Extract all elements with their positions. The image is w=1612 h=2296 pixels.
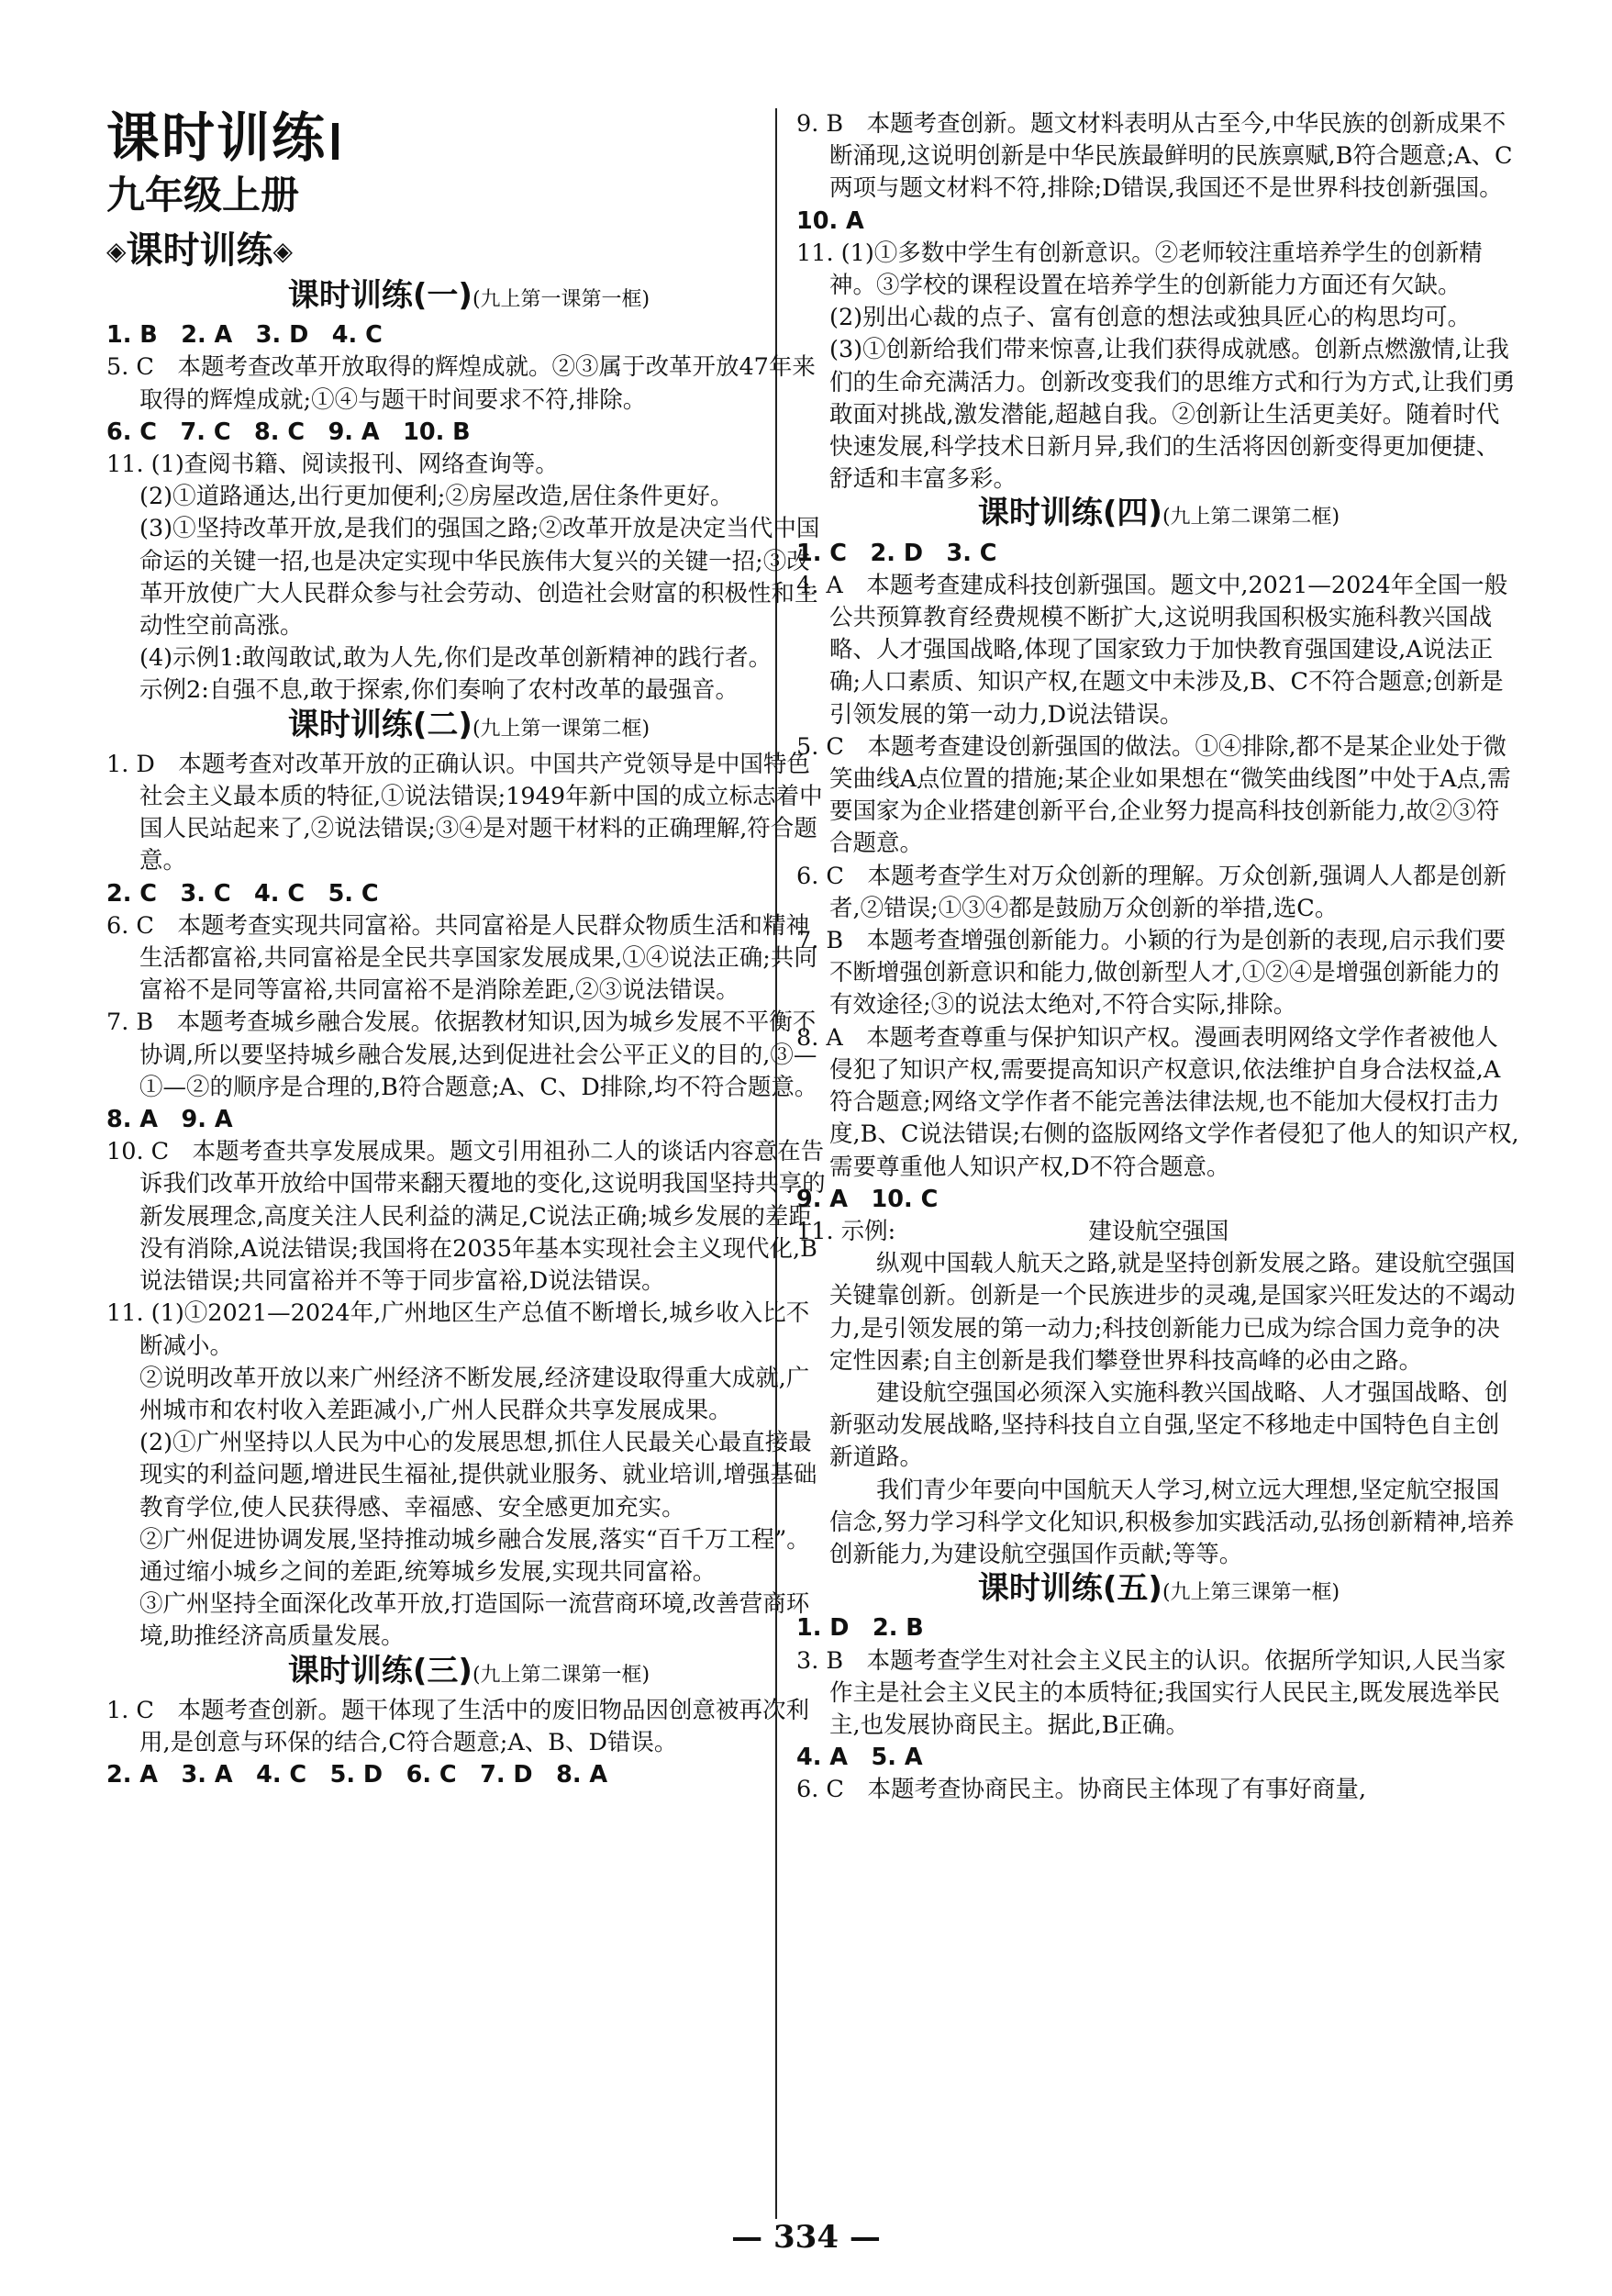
answer-line: 9. A 10. C [796, 1185, 939, 1213]
section-heading-text: 课时训练 [126, 229, 273, 272]
lesson-title: 课时训练(四) [977, 495, 1162, 532]
answer-item: 3. B 本题考查学生对社会主义民主的认识。依据所学知识,人民当家作主是社会主义民主的本质特征;我国实行人民民主,既发展选举民主,也发展协商民主。据此,B正确。 [796, 1646, 1506, 1739]
answer-item: 11. (1)查阅书籍、阅读报刊、网络查询等。 [106, 451, 559, 479]
answer-sub: (2)①道路通达,出行更加便利;②房屋改造,居住条件更好。 [139, 483, 734, 511]
title-bar-mark [332, 123, 339, 160]
answer-item: 6. C 本题考查学生对万众创新的理解。万众创新,强调人人都是创新者,②错误;①③④都是鼓励万众创新的举措,选C。 [796, 862, 1507, 922]
answer-sub: (4)示例1:敢闯敢试,敢为人先,你们是改革创新精神的践行者。 [139, 644, 773, 673]
answer-item: 6. C 本题考查协商民主。协商民主体现了有事好商量, [796, 1776, 1367, 1804]
answer-line: 1. B 2. A 3. D 4. C [106, 321, 383, 350]
answer-item: 9. B 本题考查创新。题文材料表明从古至今,中华民族的创新成果不断涌现,这说明创新是中华民族最鲜明的民族禀赋,B符合题意;A、C两项与题文材料不符,排除;D错误,我国还不是世界科技创新强国。 [796, 110, 1513, 203]
answer-line: 10. A [796, 206, 864, 235]
lesson-scope: (九上第三课第一框) [1162, 1581, 1340, 1605]
lesson-scope: (九上第二课第二框) [1162, 506, 1340, 529]
answer-item: 7. B 本题考查增强创新能力。小颖的行为是创新的表现,启示我们要不断增强创新意识和能力,做创新型人才,①②④是增强创新能力的有效途径;③的说法太绝对,不符合实际,排除。 [796, 927, 1506, 1020]
lesson-heading-1 [106, 277, 831, 316]
answer-line: 2. C 3. C 4. C 5. C [106, 879, 379, 908]
diamond-icon: ◈ [106, 236, 127, 266]
lesson-title: 课时训练(三) [287, 1652, 472, 1689]
essay-lead: 11. 示例: [796, 1217, 896, 1245]
answer-sub: 示例2:自强不息,敢于探索,你们奏响了农村改革的最强音。 [139, 676, 739, 705]
lesson-title: 课时训练(二) [287, 706, 472, 743]
answer-item: 6. C 本题考查实现共同富裕。共同富裕是人民群众物质生活和精神生活都富裕,共同富裕是全民共享国家发展成果,①④说法正确;共同富裕不是同等富裕,共同富裕不是消除差距,②③说法错误。 [106, 911, 817, 1005]
lesson-scope: (九上第二课第一框) [472, 1663, 650, 1687]
lesson-heading-5 [796, 1570, 1521, 1609]
answer-item: 5. C 本题考查建设创新强国的做法。①④排除,都不是某企业处于微笑曲线A点位置的措施;某企业如果想在“微笑曲线图”中处于A点,需要国家为企业搭建创新平台,企业努力提高科技创新能力,故②③符合题意。 [796, 732, 1511, 858]
answer-line: 6. C 7. C 8. C 9. A 10. B [106, 418, 471, 446]
answer-item: 10. C 本题考查共享发展成果。题文引用祖孙二人的谈话内容意在告诉我们改革开放给中国带来翻天覆地的变化,这说明我国坚持共享的新发展理念,高度关注人民利益的满足,C说法正确;城乡发展的差距没有消除,A说法错误;我国将在2035年基本实现社会主义现代化,B说法错误;共同富裕并不等于同步富裕,D说法错误。 [106, 1138, 826, 1296]
page-title [106, 108, 831, 167]
answer-sub: (3)①创新给我们带来惊喜,让我们获得成就感。创新点燃激情,让我们的生命充满活力。创新改变我们的思维方式和行为方式,让我们勇敢面对挑战,激发潜能,超越自我。②创新让生活更美好。随着时代快速发展,科学技术日新月异,我们的生活将因创新变得更加便捷、舒适和丰富多彩。 [829, 336, 1516, 494]
answer-sub: (2)①广州坚持以人民为中心的发展思想,抓住人民最关心最直接最现实的利益问题,增进民生福祉,提供就业服务、就业培训,增强基础教育学位,使人民获得感、幸福感、安全感更加充实。 [139, 1429, 817, 1521]
answer-line: 4. A 5. A [796, 1744, 923, 1772]
answer-line: 1. D 2. B [796, 1614, 924, 1643]
lesson-scope: (九上第一课第二框) [472, 717, 650, 741]
answer-sub: (2)别出心裁的点子、富有创意的想法或独具匠心的构思均可。 [829, 304, 1472, 332]
answer-sub: ②广州促进协调发展,坚持推动城乡融合发展,落实“百千万工程”。通过缩小城乡之间的差距,统筹城乡发展,实现共同富裕。 [139, 1525, 810, 1586]
answer-item: 11. (1)①多数中学生有创新意识。②老师较注重培养学生的创新精神。③学校的课程设置在培养学生的创新能力方面还有欠缺。 [796, 239, 1483, 300]
essay-paragraph: 我们青少年要向中国航天人学习,树立远大理想,坚定航空报国信念,努力学习科学文化知识,积极参加实践活动,弘扬创新精神,培养创新能力,为建设航空强国作贡献;等等。 [829, 1476, 1515, 1568]
answer-item: 4. A 本题考查建成科技创新强国。题文中,2021—2024年全国一般公共预算教育经费规模不断扩大,这说明我国积极实施科教兴国战略、人才强国战略,体现了国家致力于加快教育强国建设,A说法正确;人口素质、知识产权,在题文中未涉及,B、C不符合题意;创新是引领发展的第一动力,D说法错误。 [796, 571, 1508, 729]
answer-item: 1. C 本题考查创新。题干体现了生活中的废旧物品因创意被再次利用,是创意与环保的结合,C符合题意;A、B、D错误。 [106, 1696, 809, 1756]
diamond-icon: ◈ [272, 236, 294, 266]
answer-item: 11. (1)①2021—2024年,广州地区生产总值不断增长,城乡收入比不断减小。 [106, 1299, 810, 1360]
essay-heading-line [796, 1216, 1521, 1248]
answer-line: 2. A 3. A 4. C 5. D 6. C 7. D 8. A [106, 1761, 608, 1789]
essay-paragraph: 建设航空强国必须深入实施科教兴国战略、人才强国战略、创新驱动发展战略,坚持科技自立自强,坚定不移地走中国特色自主创新道路。 [829, 1378, 1508, 1472]
answer-item: 7. B 本题考查城乡融合发展。依据教材知识,因为城乡发展不平衡不协调,所以要坚持城乡融合发展,达到促进社会公平正义的目的,③—①—②的顺序是合理的,B符合题意;A、C、D排除,均不符合题意。 [106, 1009, 818, 1101]
answer-item: 1. D 本题考查对改革开放的正确认识。中国共产党领导是中国特色社会主义最本质的特征,①说法错误;1949年新中国的成立标志着中国人民站起来了,②说法错误;③④是对题干材料的正确理解,符合题意。 [106, 750, 823, 875]
answer-line: 8. A 9. A [106, 1106, 233, 1134]
essay-paragraph: 纵观中国载人航天之路,就是坚持创新发展之路。建设航空强国关键靠创新。创新是一个民族进步的灵魂,是国家兴旺发达的不竭动力,是引领发展的第一动力;科技创新能力已成为综合国力竞争的决定性因素;自主创新是我们攀登世界科技高峰的必由之路。 [829, 1250, 1516, 1375]
answer-sub: (3)①坚持改革开放,是我们的强国之路;②改革开放是决定当代中国命运的关键一招,也是决定实现中华民族伟大复兴的关键一招;③改革开放使广大人民群众参与社会劳动、创造社会财富的积极性和主动性空前高涨。 [139, 515, 820, 641]
page-number: — 334 — [731, 2219, 881, 2256]
lesson-title: 课时训练(一) [287, 277, 472, 314]
answer-item: 8. A 本题考查尊重与保护知识产权。漫画表明网络文学作者被他人侵犯了知识产权,需要提高知识产权意识,依法维护自身合法权益,A符合题意;网络文学作者不能完善法律法规,也不能加大侵权打击力度,B、C说法错误;右侧的盗版网络文学作者侵犯了他人的知识产权,需要尊重他人知识产权,D不符合题意。 [796, 1023, 1519, 1181]
answer-line: 1. C 2. D 3. C [796, 539, 997, 567]
answer-sub: ③广州坚持全面深化改革开放,打造国际一流营商环境,改善营商环境,助推经济高质量发展。 [139, 1590, 810, 1651]
lesson-heading-2 [106, 706, 831, 745]
left-column [106, 108, 831, 1791]
right-column [796, 108, 1521, 1807]
section-heading [106, 224, 831, 278]
lesson-heading-3 [106, 1652, 831, 1691]
page-title-text: 课时训练 [106, 106, 328, 169]
answer-item: 5. C 本题考查改革开放取得的辉煌成就。②③属于改革开放47年来取得的辉煌成就;①④与题干时间要求不符,排除。 [106, 353, 816, 414]
grade-heading: 九年级上册 [106, 173, 300, 217]
answer-sub: ②说明改革开放以来广州经济不断发展,经济建设取得重大成就,广州城市和农村收入差距减小,广州人民群众共享发展成果。 [139, 1364, 810, 1424]
lesson-heading-4 [796, 497, 1521, 533]
lesson-title: 课时训练(五) [977, 1570, 1162, 1608]
essay-title: 建设航空强国 [1088, 1217, 1229, 1245]
lesson-scope: (九上第一课第一框) [472, 288, 650, 311]
